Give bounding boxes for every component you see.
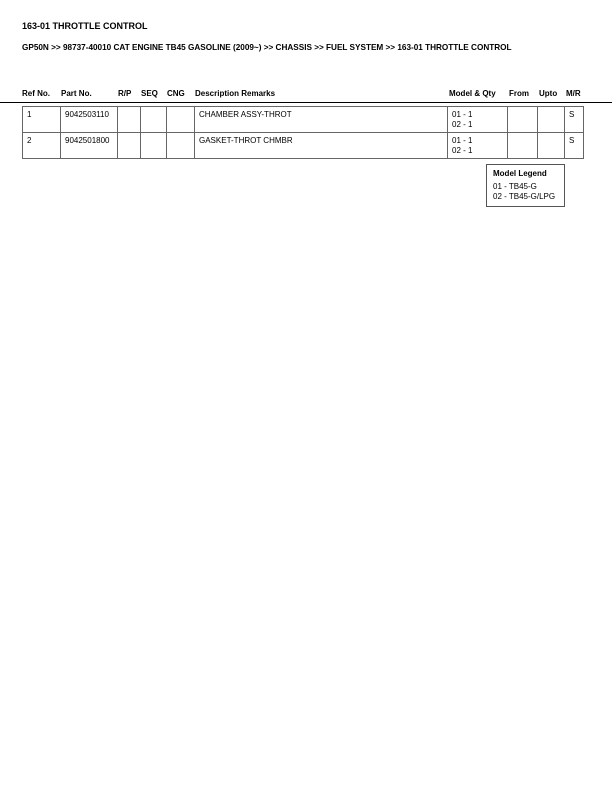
model-qty-line: 02 - 1 [452, 120, 473, 129]
cell-ref-no: 1 [23, 107, 61, 133]
cell-seq [141, 107, 167, 133]
cell-seq [141, 133, 167, 159]
cell-model-qty [448, 107, 508, 133]
page-title: 163-01 THROTTLE CONTROL [22, 21, 148, 31]
column-header-model-qty: Model & Qty [449, 89, 496, 98]
legend-item: 02 - TB45-G/LPG [493, 192, 556, 201]
model-qty-line: 01 - 1 [452, 110, 473, 119]
cell-part-no: 9042503110 [61, 107, 118, 133]
cell-part-no: 9042501800 [61, 133, 118, 159]
cell-upto [538, 133, 565, 159]
parts-table [22, 106, 584, 159]
cell-model-qty [448, 133, 508, 159]
legend-item: 01 - TB45-G [493, 182, 537, 191]
model-qty-line: 02 - 1 [452, 146, 473, 155]
cell-mr: S [565, 133, 584, 159]
column-header-seq: SEQ [141, 89, 158, 98]
cell-cng [167, 133, 195, 159]
cell-rp [118, 107, 141, 133]
column-header-cng: CNG [167, 89, 185, 98]
column-header-ref-no: Ref No. [22, 89, 50, 98]
column-header-part-no: Part No. [61, 89, 92, 98]
cell-ref-no: 2 [23, 133, 61, 159]
table-row [23, 133, 584, 159]
column-header-from: From [509, 89, 529, 98]
cell-description: GASKET-THROT CHMBR [195, 133, 448, 159]
column-header-rp: R/P [118, 89, 132, 98]
cell-rp [118, 133, 141, 159]
cell-from [508, 107, 538, 133]
model-legend [486, 164, 565, 207]
breadcrumb: GP50N >> 98737-40010 CAT ENGINE TB45 GASOLINE (2009~) >> CHASSIS >> FUEL SYSTEM >> 163-01 THROTTLE CONTROL [22, 43, 512, 52]
table-row [23, 107, 584, 133]
cell-description: CHAMBER ASSY-THROT [195, 107, 448, 133]
cell-from [508, 133, 538, 159]
column-header-upto: Upto [539, 89, 558, 98]
legend-title: Model Legend [493, 169, 547, 178]
model-qty-line: 01 - 1 [452, 136, 473, 145]
header-divider [0, 102, 612, 103]
column-header-mr: M/R [566, 89, 581, 98]
cell-upto [538, 107, 565, 133]
column-header-description: Description Remarks [195, 89, 276, 98]
cell-cng [167, 107, 195, 133]
cell-mr: S [565, 107, 584, 133]
